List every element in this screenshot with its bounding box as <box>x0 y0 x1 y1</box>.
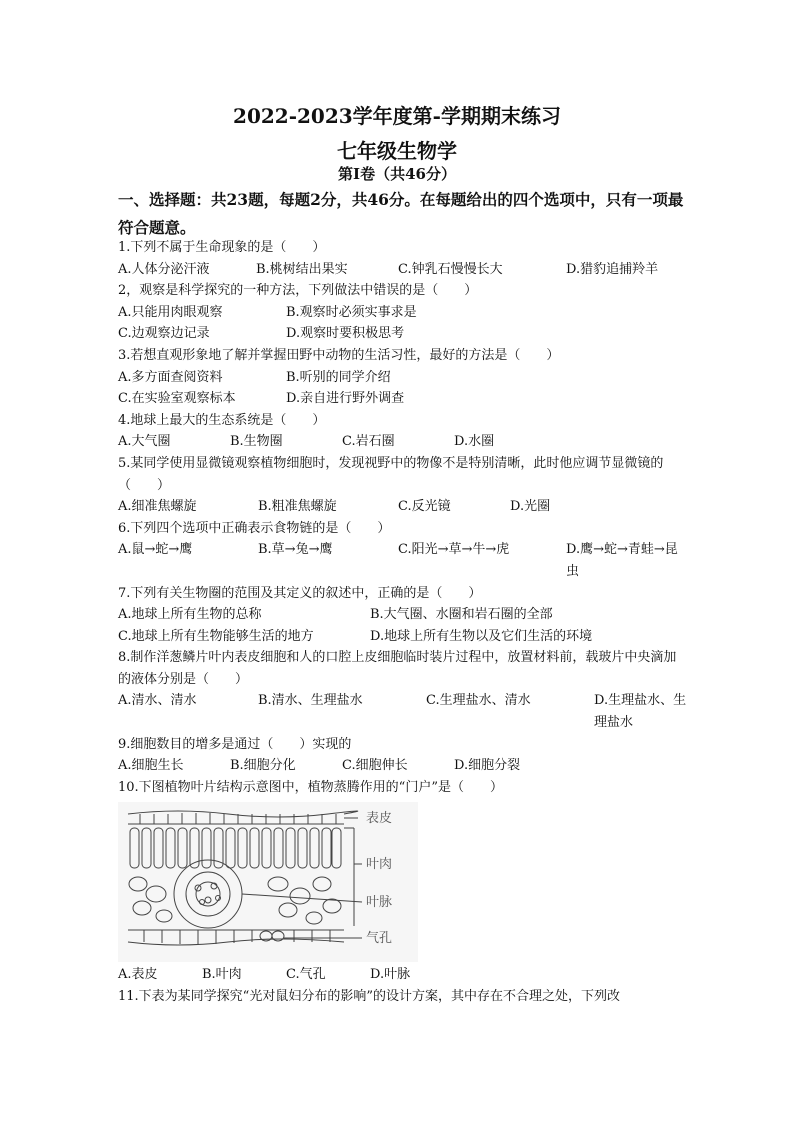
question-stem: 3.若想直观形象地了解并掌握田野中动物的生活习性，最好的方法是（ ） <box>118 347 560 363</box>
option-c: C.在实验室观察标本 <box>118 391 236 407</box>
question-options <box>118 964 688 986</box>
option-c: C.反光镜 <box>398 499 451 515</box>
option-c: C.地球上所有生物能够生活的地方 <box>118 628 314 644</box>
option-a: A.清水、清水 <box>118 693 197 709</box>
option-c: C.生理盐水、清水 <box>426 693 531 709</box>
question-options <box>118 323 688 345</box>
question-stem: 7.下列有关生物圈的范围及其定义的叙述中，正确的是（ ） <box>118 585 482 601</box>
option-a: A.大气圈 <box>118 434 171 450</box>
question-stem: 6.下列四个选项中正确表示食物链的是（ ） <box>118 520 391 536</box>
option-d: D.地球上所有生物以及它们生活的环境 <box>370 628 593 644</box>
label-stoma: 气孔 <box>366 931 393 947</box>
option-b: B.叶肉 <box>202 967 242 983</box>
option-b: B.细胞分化 <box>230 758 296 774</box>
option-d: D.细胞分裂 <box>454 758 521 774</box>
option-c: C.阳光→草→牛→虎 <box>398 542 510 558</box>
option-a: A.地球上所有生物的总称 <box>118 607 262 623</box>
question-stem: 8.制作洋葱鳞片叶内表皮细胞和人的口腔上皮细胞临时装片过程中，放置材料前，载玻片中央滴加的液体分别是（ ） <box>118 650 677 687</box>
question-options <box>118 259 688 281</box>
question-options <box>118 367 688 389</box>
option-b: B.听别的同学介绍 <box>286 369 391 385</box>
question-options <box>118 690 688 733</box>
question-options <box>118 388 688 410</box>
question-options <box>118 626 688 648</box>
option-d: D.生理盐水、生理盐水 <box>594 693 687 731</box>
option-a: A.细胞生长 <box>118 758 184 774</box>
option-a: A.细准焦螺旋 <box>118 499 197 515</box>
option-c: C.细胞伸长 <box>342 758 408 774</box>
option-c: C.岩石圈 <box>342 434 395 450</box>
question-stem: 5.某同学使用显微镜观察植物细胞时，发现视野中的物像不是特别清晰，此时他应调节显微镜的（ ） <box>118 455 664 493</box>
option-d: D.光圈 <box>510 499 551 515</box>
exam-title: 2022-2023学年度第-学期期末练习 <box>233 104 561 128</box>
option-d: D.鹰→蛇→青蛙→昆虫 <box>566 542 678 579</box>
question-stem: 1.下列不属于生命现象的是（ ） <box>118 240 326 255</box>
option-b: B.生物圈 <box>230 434 283 450</box>
leaf-structure-figure <box>118 802 688 964</box>
question-options <box>118 496 688 518</box>
option-c: C.气孔 <box>286 967 326 983</box>
option-b: B.大气圈、水圈和岩石圈的全部 <box>370 607 553 623</box>
question-options <box>118 302 688 324</box>
volume-heading: 第I卷（共46分） <box>338 165 456 183</box>
question-options <box>118 539 688 582</box>
option-a: A.鼠→蛇→鹰 <box>118 542 193 558</box>
exam-subtitle: 七年级生物学 <box>337 139 457 163</box>
label-epidermis: 表皮 <box>366 811 393 827</box>
option-d: D.水圈 <box>454 434 495 450</box>
option-d: D.亲自进行野外调查 <box>286 391 405 407</box>
question-stem: 4.地球上最大的生态系统是（ ） <box>118 412 326 428</box>
question-options <box>118 755 688 777</box>
option-b: B.草→兔→鹰 <box>258 542 333 558</box>
option-b: B.观察时必须实事求是 <box>286 304 417 320</box>
option-d: D.观察时要积极思考 <box>286 326 405 342</box>
option-b: B.清水、生理盐水 <box>258 693 363 709</box>
leaf-cross-section-diagram <box>118 802 418 962</box>
option-c: C.钟乳石慢慢长大 <box>398 261 503 277</box>
question-options <box>118 431 688 453</box>
question-stem: 2，观察是科学探究的一种方法，下列做法中错误的是（ ） <box>118 283 478 299</box>
question-options <box>118 604 688 626</box>
option-a: A.只能用肉眼观察 <box>118 304 223 320</box>
option-a: A.人体分泌汗液 <box>118 261 210 277</box>
question-stem: 11.下表为某同学探究“光对鼠妇分布的影响”的设计方案，其中存在不合理之处，下列改 <box>118 989 620 1005</box>
section-heading: 一、选择题：共23题，每题2分，共46分。在每题给出的四个选项中，只有一项最符合题意。 <box>118 190 684 237</box>
option-d: D.猎豹追捕羚羊 <box>566 261 659 277</box>
option-c: C.边观察边记录 <box>118 326 210 342</box>
question-stem: 10.下图植物叶片结构示意图中，植物蒸腾作用的“门户”是（ ） <box>118 779 503 795</box>
option-d: D.叶脉 <box>370 967 411 983</box>
question-stem: 9.细胞数目的增多是通过（ ）实现的 <box>118 736 352 752</box>
option-b: B.桃树结出果实 <box>256 261 348 277</box>
option-a: A.多方面查阅资料 <box>118 369 223 385</box>
option-a: A.表皮 <box>118 967 158 983</box>
option-b: B.粗准焦螺旋 <box>258 499 337 515</box>
label-vein: 叶脉 <box>366 895 393 911</box>
question-list <box>118 237 688 1008</box>
label-mesophyll: 叶肉 <box>366 857 393 873</box>
